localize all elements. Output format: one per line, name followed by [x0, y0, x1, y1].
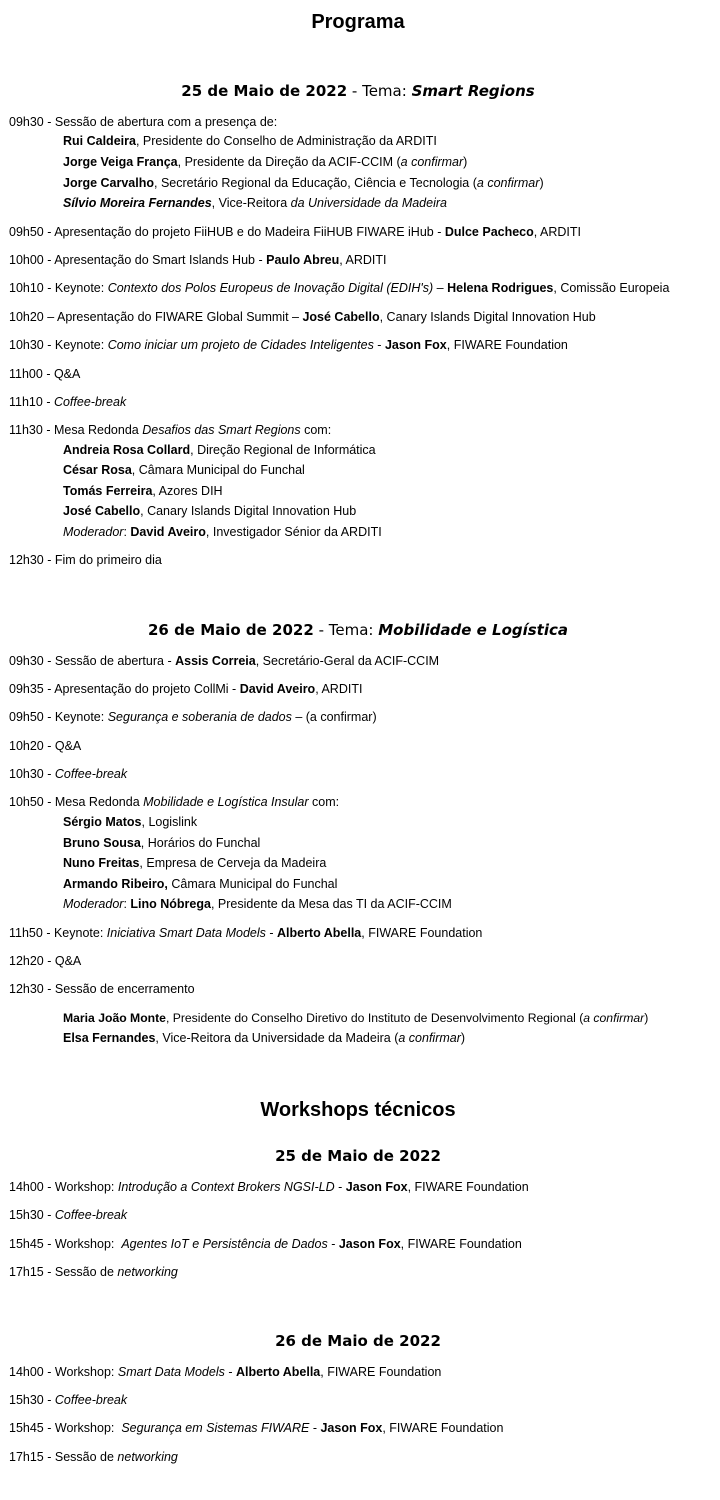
workshop-item: 17h15 - Sessão de networking	[9, 1450, 178, 1464]
panelist: José Cabello, Canary Islands Digital Innovation Hub	[63, 504, 357, 518]
agenda-item: 09h50 - Apresentação do projeto FiiHUB e do Madeira FiiHUB FIWARE iHub - Dulce Pacheco, ARDITI	[9, 225, 582, 239]
workshop-item: 15h30 - Coffee-break	[9, 1208, 128, 1222]
panelist: Tomás Ferreira, Azores DIH	[63, 484, 223, 498]
agenda-item: 12h20 - Q&A	[9, 954, 82, 968]
ws1-heading	[0, 1146, 716, 1166]
agenda-item: 09h50 - Keynote: Segurança e soberania de dados – (a confirmar)	[9, 710, 377, 724]
theme-label: Tema:	[362, 82, 407, 100]
day2-heading: 26 de Maio de 2022 - Tema: Mobilidade e Logística	[147, 621, 569, 639]
agenda-item: 10h20 – Apresentação do FIWARE Global Summit – José Cabello, Canary Islands Digital Innovation Hub	[9, 310, 596, 324]
ws2-heading	[0, 1331, 716, 1351]
workshop-item: 14h00 - Workshop: Smart Data Models - Alberto Abella, FIWARE Foundation	[9, 1365, 442, 1379]
day2-date: 26 de Maio de 2022	[147, 621, 314, 639]
theme-label: Tema:	[328, 621, 374, 639]
agenda-item: 10h30 - Keynote: Como iniciar um projeto de Cidades Inteligentes - Jason Fox, FIWARE Foundation	[9, 338, 568, 352]
item-text: Sessão de abertura com a presença de:	[54, 115, 278, 129]
agenda-item: 12h30 - Fim do primeiro dia	[9, 553, 162, 567]
workshop-item: 15h45 - Workshop: Agentes IoT e Persistência de Dados - Jason Fox, FIWARE Foundation	[9, 1237, 522, 1251]
time: 09h30	[9, 115, 44, 129]
agenda-item: 09h30 - Sessão de abertura com a presença de:	[9, 115, 278, 129]
agenda-item: 11h30 - Mesa Redonda Desafios das Smart Regions com:	[9, 423, 332, 437]
panelist: Nuno Freitas, Empresa de Cerveja da Madeira	[63, 856, 327, 870]
ws1-date: 25 de Maio de 2022	[275, 1147, 441, 1165]
page-title: Programa	[311, 11, 405, 33]
moderator: Moderador: Lino Nóbrega, Presidente da Mesa das TI da ACIF-CCIM	[63, 897, 452, 911]
agenda-item: 10h20 - Q&A	[9, 739, 82, 753]
agenda-item: 10h00 - Apresentação do Smart Islands Hub - Paulo Abreu, ARDITI	[9, 253, 387, 267]
agenda-item: 09h35 - Apresentação do projeto CollMi - David Aveiro, ARDITI	[9, 682, 363, 696]
agenda-item: 12h30 - Sessão de encerramento	[9, 982, 195, 996]
panelist: Sérgio Matos, Logislink	[63, 815, 198, 829]
workshop-item: 14h00 - Workshop: Introdução a Context Brokers NGSI-LD - Jason Fox, FIWARE Foundation	[9, 1180, 529, 1194]
workshop-item: 15h30 - Coffee-break	[9, 1393, 128, 1407]
panelist: Andreia Rosa Collard, Direção Regional de Informática	[63, 443, 376, 457]
agenda-item: 11h50 - Keynote: Iniciativa Smart Data Models - Alberto Abella, FIWARE Foundation	[9, 926, 483, 940]
speaker: Sílvio Moreira Fernandes, Vice-Reitora da Universidade da Madeira	[63, 196, 447, 210]
day1-heading: 25 de Maio de 2022 - Tema: Smart Regions	[181, 82, 535, 100]
moderator: Moderador: David Aveiro, Investigador Sénior da ARDITI	[63, 525, 382, 539]
day1-date: 25 de Maio de 2022	[181, 82, 348, 100]
agenda-item: 11h10 - Coffee-break	[9, 395, 127, 409]
ws2-date: 26 de Maio de 2022	[275, 1332, 441, 1350]
speaker: Jorge Veiga França, Presidente da Direção da ACIF-CCIM (a confirmar)	[63, 155, 468, 169]
panelist: César Rosa, Câmara Municipal do Funchal	[63, 463, 305, 477]
panelist: Bruno Sousa, Horários do Funchal	[63, 836, 261, 850]
agenda-item: 11h00 - Q&A	[9, 367, 81, 381]
speaker: Jorge Carvalho, Secretário Regional da Educação, Ciência e Tecnologia (a confirmar)	[63, 176, 544, 190]
workshop-item: 17h15 - Sessão de networking	[9, 1265, 178, 1279]
panelist: Armando Ribeiro, Câmara Municipal do Funchal	[63, 877, 338, 891]
closing-speaker: Elsa Fernandes, Vice-Reitora da Universidade da Madeira (a confirmar)	[63, 1031, 466, 1045]
agenda-item: 10h50 - Mesa Redonda Mobilidade e Logística Insular com:	[9, 795, 340, 809]
agenda-item: 09h30 - Sessão de abertura - Assis Correia, Secretário-Geral da ACIF-CCIM	[9, 654, 440, 668]
closing-speaker: Maria João Monte, Presidente do Conselho Diretivo do Instituto de Desenvolvimento Regional (a confirmar)	[63, 1011, 649, 1025]
day2-theme: Mobilidade e Logística	[378, 621, 569, 639]
agenda-item: 10h10 - Keynote: Contexto dos Polos Europeus de Inovação Digital (EDIH's) – Helena Rodrigues, Comissão Europeia	[9, 281, 670, 295]
workshops-title: Workshops técnicos	[260, 1099, 456, 1121]
day1-theme: Smart Regions	[411, 82, 535, 100]
speaker: Rui Caldeira, Presidente do Conselho de Administração da ARDITI	[63, 134, 437, 148]
workshop-item: 15h45 - Workshop: Segurança em Sistemas FIWARE - Jason Fox, FIWARE Foundation	[9, 1421, 504, 1435]
agenda-item: 10h30 - Coffee-break	[9, 767, 128, 781]
